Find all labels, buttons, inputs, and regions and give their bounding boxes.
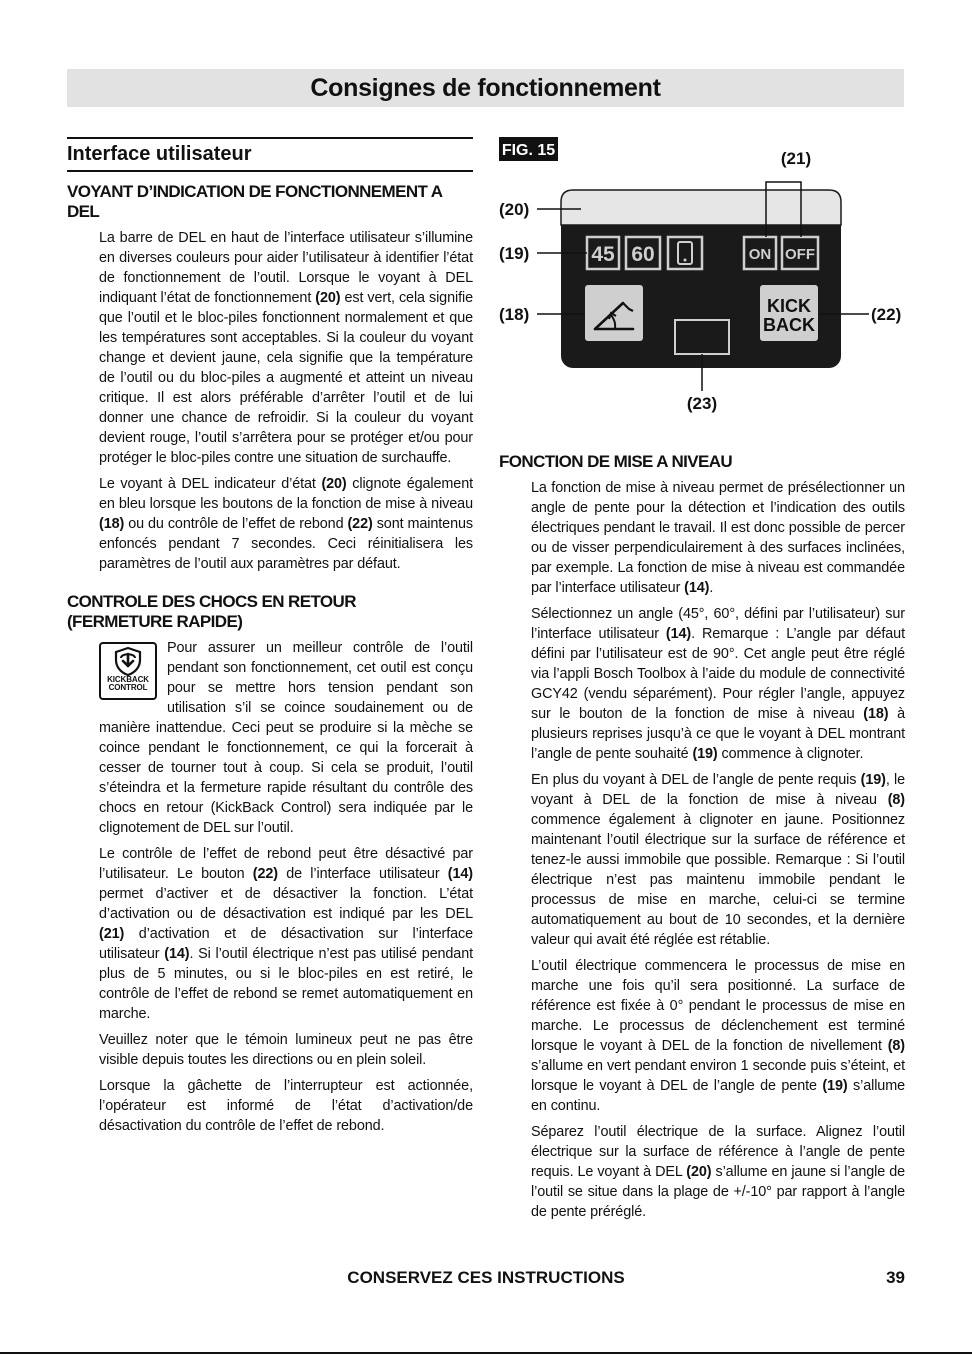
text-segment: Le contrôle de l’effet de rebond peut être désactivé par l’utilisateur. Le bouton: [99, 846, 473, 882]
text-segment: permet d’activer et de désactiver la fonction. L’état d’activation ou de désactivation est indiqué par les DEL: [99, 886, 473, 922]
callout-23: (23): [686, 394, 718, 413]
led-paragraph-2: [99, 474, 473, 574]
section-title: Interface utilisateur: [67, 137, 473, 172]
reference-number: (14): [684, 580, 710, 596]
level-paragraph-4: [531, 956, 905, 1116]
right-column: [499, 452, 905, 1222]
text-segment: L’outil électrique commencera le processus de mise en marche une fois qu’il sera positionné. La surface de référence est fixée à 0° pendant le processus de mise en marche. Le processus de déclenchement est terminé lorsque le voyant à DEL de la fonction de nivellement: [531, 958, 905, 1054]
reference-number: (14): [447, 866, 473, 882]
page-title: Consignes de fonctionnement: [310, 74, 661, 102]
level-paragraph-3: [531, 770, 905, 950]
callout-22: (22): [871, 305, 902, 324]
off-label: OFF: [785, 246, 815, 263]
phone-icon-dot: [684, 259, 687, 262]
led-paragraph-1: [99, 228, 473, 468]
text-segment: commence également à clignoter en jaune. Positionnez maintenant l’outil électrique sur la surface de référence et tenez-le aussi immobile que possible. Remarque : Si l’outil électrique n’est pas maintenu immobile pendant le processus de mise en marche, celui-ci se termine automatiquement au bout de 10 secondes, et la dernière valeur qui avait été réglée est rétablie.: [531, 812, 905, 948]
text-segment: s’allume en continu.: [531, 1078, 905, 1114]
shield-arrow-icon: [113, 646, 143, 676]
text-segment: est vert, cela signifie que l’outil et le bloc-piles fonctionnent normalement et que les températures sont acceptables. Si la couleur du voyant change et devient jaune, cela signifie que la température de l’outil ou du bloc-piles a augmenté et atteint un niveau critique. Il est alors préférable d’arrêter l’outil et de lui donner une chance de refroidir. Si la couleur du voyant devient rouge, l’outil s’arrêtera pour se protéger et/ou pour protéger le bloc-piles contre une situation de surchauffe.: [99, 290, 473, 466]
callout-20: (20): [499, 200, 530, 219]
kickback-heading: [67, 592, 473, 632]
text-segment: .: [709, 580, 714, 596]
reference-number: (20): [686, 1164, 712, 1180]
reference-number: (14): [665, 626, 692, 642]
kickback-control-icon: [99, 642, 157, 700]
left-column: [67, 137, 473, 1136]
text-segment: clignote également en bleu lorsque les boutons de la fonction de mise à niveau: [99, 476, 473, 512]
center-button[interactable]: [675, 320, 729, 354]
reference-number: (21): [99, 926, 125, 942]
figure-label: FIG. 15: [501, 142, 556, 159]
level-heading: FONCTION DE MISE A NIVEAU: [499, 452, 733, 471]
text-segment: s’allume en jaune si l’angle de l’outil se situe dans la plage de +/-10° par rapport à l’angle de pente préréglé.: [531, 1164, 905, 1220]
kickback-paragraph-4: [99, 1076, 473, 1136]
text-segment: Lorsque la gâchette de l’interrupteur est actionnée, l’opérateur est informé de l’état d’activation/de désactivation du contrôle de l’effet de rebond.: [99, 1078, 473, 1134]
text-segment: sont maintenus enfoncés pendant 7 secondes. Ceci réinitialisera les paramètres de l’outil aux paramètres par défaut.: [99, 516, 473, 572]
reference-number: (14): [164, 946, 190, 962]
on-label: ON: [748, 246, 772, 263]
text-segment: La fonction de mise à niveau permet de présélectionner un angle de pente pour la détection et l’indication des outils électriques pendant le travail. Il est donc possible de percer ou de visser perpendiculairement à des surfaces inclinées, par exemple. La fonction de mise à niveau est commandée par l’interface utilisateur: [531, 480, 905, 596]
text-segment: En plus du voyant à DEL de l’angle de pente requis: [531, 772, 861, 788]
reference-number: (20): [315, 290, 341, 306]
led-heading: VOYANT D’INDICATION DE FONCTIONNEMENT A DEL: [67, 182, 442, 221]
text-segment: Le voyant à DEL indicateur d’état: [99, 476, 322, 492]
kickback-label-2: BACK: [763, 315, 815, 335]
kickback-icon-text-1: KICKBACK: [107, 675, 149, 684]
reference-number: (19): [822, 1078, 848, 1094]
text-segment: de l’interface utilisateur: [277, 866, 448, 882]
kickback-label-1: KICK: [767, 296, 811, 316]
text-segment: . Si l’outil électrique n’est pas utilisé pendant plus de 5 minutes, ou si le bloc-piles en est retiré, le contrôle de l’effet de rebond se remet automatiquement en marche.: [99, 946, 474, 1022]
angle-60-label: 60: [631, 243, 655, 266]
reference-number: (8): [887, 1038, 905, 1054]
reference-number: (19): [860, 772, 886, 788]
bottom-rule: [0, 1352, 972, 1354]
reference-number: (18): [99, 516, 125, 532]
kickback-heading-line-2: (FERMETURE RAPIDE): [67, 612, 243, 631]
level-paragraph-2: [531, 604, 905, 764]
text-segment: à plusieurs reprises jusqu’à ce que le voyant à DEL montrant l’angle de pente souhaité: [531, 706, 905, 762]
text-segment: Séparez l’outil électrique de la surface. Alignez l’outil électrique sur la surface de référence à l’angle de pente requis. Le voyant à DEL: [531, 1124, 905, 1180]
text-segment: La barre de DEL en haut de l’interface utilisateur s’illumine en diverses couleurs pour aider l’utilisateur à identifier l’état de fonctionnement de l’outil. Lorsque le voyant à DEL indiquant l’état de fonctionnement: [99, 230, 473, 306]
text-segment: , le voyant à DEL de la fonction de mise à niveau: [531, 772, 905, 808]
text-segment: Veuillez noter que le témoin lumineux peut ne pas être visible depuis toutes les directions ou en plein soleil.: [99, 1032, 473, 1068]
reference-number: (22): [347, 516, 373, 532]
text-segment: Sélectionnez un angle (45°, 60°, défini par l’utilisateur) sur l’interface utilisateur: [531, 606, 905, 642]
text-segment: Pour assurer un meilleur contrôle de l’outil pendant son fonctionnement, cet outil est conçu pour se mettre hors tension pendant son utilisation s’il se coince soudainement ou de manière inattendue. Ceci peut se produire si la mèche se coince pendant le fonctionnement, ce qui la forcerait à cesser de tourner tout à coup. Si cela se produit, l’outil s’éteindra et la fermeture rapide résultant du contrôle des chocs en retour (KickBack Control) sera indiquée par le clignotement de DEL sur l’outil.: [99, 640, 473, 836]
text-segment: ou du contrôle de l’effet de rebond: [124, 516, 348, 532]
text-segment: commence à clignoter.: [717, 746, 864, 762]
kickback-paragraph-1: [99, 638, 473, 838]
page-number: 39: [886, 1268, 905, 1287]
footer-note: CONSERVEZ CES INSTRUCTIONS: [347, 1268, 625, 1287]
callout-19: (19): [499, 244, 530, 263]
led-status-bar: [561, 190, 841, 225]
kickback-icon-text-2: CONTROL: [108, 683, 148, 692]
level-paragraph-1: [531, 478, 905, 598]
text-segment: d’activation et de désactivation sur l’interface utilisateur: [99, 926, 473, 962]
text-segment: s’allume en vert pendant environ 1 seconde puis s’éteint, et lorsque le voyant à DEL de l’angle de pente: [531, 1058, 905, 1094]
reference-number: (19): [692, 746, 718, 762]
page-banner: [67, 69, 904, 107]
reference-number: (8): [887, 792, 905, 808]
reference-number: (18): [863, 706, 889, 722]
callout-21: (21): [780, 149, 812, 168]
figure-15-user-interface: [499, 137, 909, 417]
kickback-paragraph-3: [99, 1030, 473, 1070]
text-segment: . Remarque : L’angle par défaut défini par l’utilisateur est de 90°. Cet angle peut être réglé via l’appli Bosch Toolbox à l’aide du module de connectivité GCY42 (vendu séparément). Pour régler l’angle, appuyez sur le bouton de la fonction de mise à niveau: [531, 626, 905, 722]
kickback-heading-line-1: CONTROLE DES CHOCS EN RETOUR: [67, 592, 356, 611]
callout-18: (18): [499, 305, 530, 324]
angle-45-label: 45: [591, 243, 615, 266]
level-paragraph-5: [531, 1122, 905, 1222]
kickback-paragraph-2: [99, 844, 473, 1024]
reference-number: (22): [252, 866, 278, 882]
reference-number: (20): [321, 476, 347, 492]
